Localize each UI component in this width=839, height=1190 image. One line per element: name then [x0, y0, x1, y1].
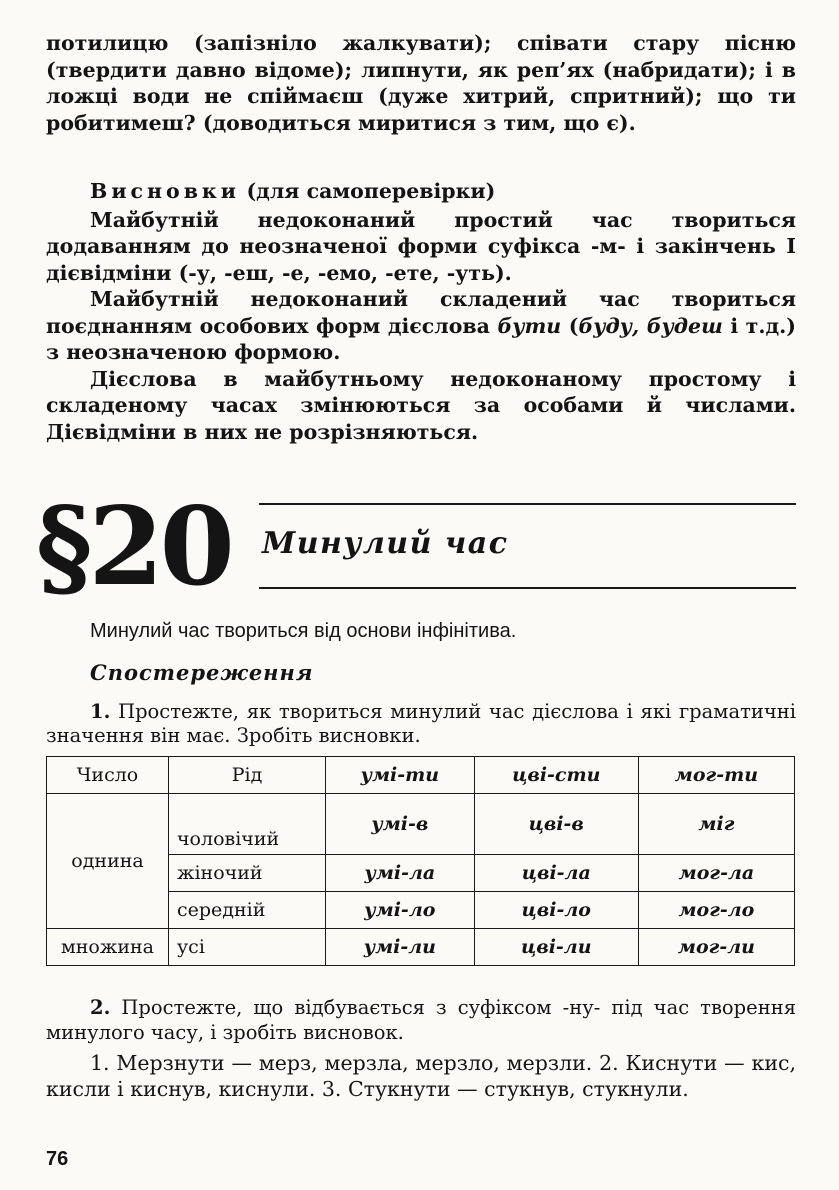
table-header-cell: Рід	[169, 757, 326, 794]
form-cell: мог-ла	[638, 855, 794, 892]
table-header-cell: умі-ти	[326, 757, 475, 794]
observation-heading: Спостереження	[90, 660, 314, 685]
form-cell: міг	[638, 794, 794, 855]
conclusions-block	[46, 178, 796, 445]
number-plural-cell: множина	[47, 929, 169, 966]
table-header-cell: Число	[47, 757, 169, 794]
conclusion-2-italic-forms: буду, будеш	[578, 313, 723, 338]
form-cell: умі-ла	[326, 855, 475, 892]
form-cell: цві-ла	[474, 855, 638, 892]
conclusions-heading: Висновки	[90, 179, 240, 203]
page-number: 76	[46, 1148, 69, 1170]
conclusion-2-italic-bute: бути	[497, 313, 562, 338]
gender-cell: усі	[169, 929, 326, 966]
task-2-number: 2.	[90, 996, 111, 1019]
form-cell: мог-ли	[638, 929, 794, 966]
section-title: Минулий час	[262, 526, 509, 561]
conclusion-2	[46, 286, 796, 366]
table-row	[47, 929, 795, 966]
form-cell: цві-в	[474, 794, 638, 855]
section-rule-bottom	[259, 587, 796, 589]
conclusions-heading-note: (для самоперевірки)	[246, 179, 496, 203]
conclusion-3: Дієслова в майбутньому недоконаному простому і складеному часах змінюються за особами й числами. Дієвідміни в них не розрізняються.	[46, 366, 796, 444]
task-1	[46, 700, 796, 748]
past-tense-table	[46, 756, 795, 966]
conclusion-2-mid: (	[561, 313, 579, 338]
conclusions-heading-line	[46, 178, 796, 205]
conclusion-2-start: Майбутній недоконаний складений час твориться поєднанням особових форм дієслова	[46, 287, 796, 338]
section-intro: Минулий час твориться від основи інфінітива.	[90, 620, 517, 642]
form-cell: цві-ли	[474, 929, 638, 966]
gender-cell: жіночий	[169, 855, 326, 892]
table-row	[47, 794, 795, 855]
form-cell: умі-в	[326, 794, 475, 855]
number-singular-cell: однина	[47, 794, 169, 929]
form-cell: мог-ло	[638, 892, 794, 929]
conclusion-1: Майбутній недоконаний простий час твориться додаванням до неозначеної форми суфікса -м- і закінчень І дієвідміни (-у, -еш, -е, -емо, -ете, -уть).	[46, 207, 796, 285]
form-cell: умі-ли	[326, 929, 475, 966]
section-number: §20	[36, 484, 231, 610]
task-2-examples: 1. Мерзнути — мерз, мерзла, мерзло, мерзли. 2. Киснути — кис, кисли і киснув, киснули. 3. Стукнути — стукнув, стукнули.	[46, 1051, 796, 1101]
conclusion-2-end: і т.д.) з неозначеною формою.	[46, 313, 796, 364]
task-1-text: Простежте, як твориться минулий час дієслова і які граматичні значення він має. Зробіть висновки.	[46, 700, 796, 747]
task-1-number: 1.	[90, 700, 111, 723]
table-header-cell: мог-ти	[638, 757, 794, 794]
table-header-row	[47, 757, 795, 794]
form-cell: умі-ло	[326, 892, 475, 929]
section-rule-top	[259, 503, 796, 505]
gender-cell: середній	[169, 892, 326, 929]
form-cell: цві-ло	[474, 892, 638, 929]
gender-cell: чоловічий	[169, 794, 326, 855]
table-header-cell: цві-сти	[474, 757, 638, 794]
task-2	[46, 995, 796, 1045]
task-2-text: Простежте, що відбувається з суфіксом -ну- під час творення минулого часу, і зробіть висновок.	[46, 996, 796, 1044]
top-paragraph: потилицю (запізніло жалкувати); співати стару пісню (твердити давно відоме); липнути, як реп’ях (набридати); і в ложці води не спіймаєш (дуже хитрий, спритний); що ти робитимеш? (доводиться миритися з тим, що є).	[46, 31, 796, 135]
